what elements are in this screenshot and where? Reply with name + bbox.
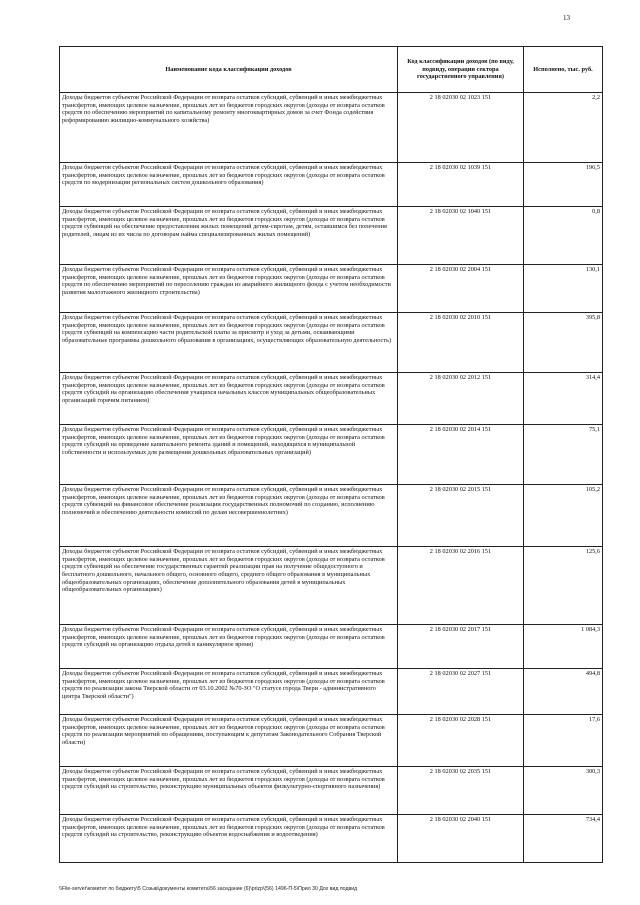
table-row (60, 207, 603, 265)
table-row (60, 373, 603, 425)
revenue-table (59, 46, 603, 863)
row-value: 75,1 (524, 425, 603, 485)
file-path-footer: \\File-server\комитет по бюджету\5 Созыв\документы комитета\56 заседание (6)\prizp\(56) 1496-П-5\Прил 30 Дох вид подвид (59, 886, 358, 892)
row-name: Доходы бюджетов субъектов Российской Федерации от возврата остатков субсидий, субвенций и иных межбюджетных трансфертов, имеющих целевое назначение, прошлых лет из бюджетов городских округов (доходы от возврата остатков средств субсидий на строительство, реконструкцию муниципальных объектов физкультурно-спортивного назначения) (60, 767, 398, 815)
page-number: 13 (563, 14, 570, 22)
row-name: Доходы бюджетов субъектов Российской Федерации от возврата остатков субсидий, субвенций и иных межбюджетных трансфертов, имеющих целевое назначение, прошлых лет из бюджетов городских округов (доходы от возврата остатков средств субвенций на финансовое обеспечение реализации государственных полномочий по созданию, исполнению полномочий и обеспечению деятельности комиссий по делам несовершеннолетних) (60, 485, 398, 547)
row-value: 2,2 (524, 93, 603, 163)
table-row (60, 485, 603, 547)
table-row (60, 163, 603, 207)
row-name: Доходы бюджетов субъектов Российской Федерации от возврата остатков субсидий, субвенций и иных межбюджетных трансфертов, имеющих целевое назначение, прошлых лет из бюджетов городских округов (доходы от возврата остатков средств по модернизации региональных систем дошкольного образования) (60, 163, 398, 207)
table-row (60, 93, 603, 163)
row-code: 2 18 02030 02 1039 151 (398, 163, 524, 207)
row-code: 2 18 02030 02 2012 151 (398, 373, 524, 425)
row-value: 395,8 (524, 313, 603, 373)
table-header-row (60, 47, 603, 93)
row-value: 314,4 (524, 373, 603, 425)
table-row (60, 265, 603, 313)
row-name: Доходы бюджетов субъектов Российской Федерации от возврата остатков субсидий, субвенций и иных межбюджетных трансфертов, имеющих целевое назначение, прошлых лет из бюджетов городских округов (доходы от возврата остатков средств субвенций на обеспечение государственных гарантий реализации прав на получение общедоступного и бесплатного дошкольного, начального общего, основного общего, среднего общего образования в муниципальных общеобразовательных организациях, обеспечение дополнительного образования детей в муниципальных общеобразовательных организациях) (60, 547, 398, 625)
row-name: Доходы бюджетов субъектов Российской Федерации от возврата остатков субсидий, субвенций и иных межбюджетных трансфертов, имеющих целевое назначение, прошлых лет из бюджетов городских округов (доходы от возврата остатков средств по реализации закона Тверской области от 03.10.2002 №70-ЗО "О статусе города Твери - административного центра Тверской области") (60, 669, 398, 715)
row-code: 2 18 02030 02 2040 151 (398, 815, 524, 863)
row-value: 125,6 (524, 547, 603, 625)
row-value: 494,8 (524, 669, 603, 715)
row-value: 1 084,3 (524, 625, 603, 669)
table-row (60, 425, 603, 485)
row-name: Доходы бюджетов субъектов Российской Федерации от возврата остатков субсидий, субвенций и иных межбюджетных трансфертов, имеющих целевое назначение, прошлых лет из бюджетов городских округов (доходы от возврата остатков средств по реализации мероприятий по обращениям, поступающим к депутатам Законодательного Собрания Тверской области) (60, 715, 398, 767)
row-code: 2 18 02030 02 2035 151 (398, 767, 524, 815)
row-name: Доходы бюджетов субъектов Российской Федерации от возврата остатков субсидий, субвенций и иных межбюджетных трансфертов, имеющих целевое назначение, прошлых лет из бюджетов городских округов (доходы от возврата остатков средств субвенций на компенсацию части родительской платы за присмотр и уход за детьми, осваивающими образовательные программы дошкольного образования в организациях, осуществляющих образовательную деятельность) (60, 313, 398, 373)
row-value: 130,1 (524, 265, 603, 313)
row-code: 2 18 02030 02 2016 151 (398, 547, 524, 625)
row-code: 2 18 02030 02 2027 151 (398, 669, 524, 715)
row-code: 2 18 02030 02 2028 151 (398, 715, 524, 767)
row-code: 2 18 02030 02 2004 151 (398, 265, 524, 313)
row-value: 0,8 (524, 207, 603, 265)
row-code: 2 18 02030 02 2017 151 (398, 625, 524, 669)
header-name: Наименование кода классификации доходов (60, 47, 398, 93)
row-value: 734,4 (524, 815, 603, 863)
row-value: 196,5 (524, 163, 603, 207)
row-name: Доходы бюджетов субъектов Российской Федерации от возврата остатков субсидий, субвенций и иных межбюджетных трансфертов, имеющих целевое назначение, прошлых лет из бюджетов городских округов (доходы от возврата остатков средств субвенций на обеспечение предоставления жилых помещений детям-сиротам, детям, оставшимся без попечения родителей, лицам из их числа по договорам найма специализированных жилых помещений) (60, 207, 398, 265)
row-code: 2 18 02030 02 2015 151 (398, 485, 524, 547)
table-row (60, 767, 603, 815)
row-value: 17,6 (524, 715, 603, 767)
row-name: Доходы бюджетов субъектов Российской Федерации от возврата остатков субсидий, субвенций и иных межбюджетных трансфертов, имеющих целевое назначение, прошлых лет из бюджетов городских округов (доходы от возврата остатков средств субсидий на организацию отдыха детей в каникулярное время) (60, 625, 398, 669)
row-value: 300,3 (524, 767, 603, 815)
header-code: Код классификации доходов (по виду, подвиду, операции сектора государственного управления) (398, 47, 524, 93)
row-name: Доходы бюджетов субъектов Российской Федерации от возврата остатков субсидий, субвенций и иных межбюджетных трансфертов, имеющих целевое назначение, прошлых лет из бюджетов городских округов (доходы от возврата остатков средств по обеспечению мероприятий по переселению граждан из аварийного жилищного фонда с учетом необходимости развития малоэтажного жилищного строительства) (60, 265, 398, 313)
table-row (60, 625, 603, 669)
row-name: Доходы бюджетов субъектов Российской Федерации от возврата остатков субсидий, субвенций и иных межбюджетных трансфертов, имеющих целевое назначение, прошлых лет из бюджетов городских округов (доходы от возврата остатков средств субсидий на проведение капитального ремонта зданий и помещений, находящихся в муниципальной собственности и используемых для размещения дошкольных образовательных организаций) (60, 425, 398, 485)
row-code: 2 18 02030 02 1040 151 (398, 207, 524, 265)
table-row (60, 715, 603, 767)
table-row (60, 669, 603, 715)
table-row (60, 815, 603, 863)
row-name: Доходы бюджетов субъектов Российской Федерации от возврата остатков субсидий, субвенций и иных межбюджетных трансфертов, имеющих целевое назначение, прошлых лет из бюджетов городских округов (доходы от возврата остатков средств субсидий на организацию обеспечения учащихся начальных классов муниципальных общеобразовательных организаций горячим питанием) (60, 373, 398, 425)
row-code: 2 18 02030 02 2010 151 (398, 313, 524, 373)
row-code: 2 18 02030 02 2014 151 (398, 425, 524, 485)
row-code: 2 18 02030 02 1023 151 (398, 93, 524, 163)
table-row (60, 547, 603, 625)
row-value: 105,2 (524, 485, 603, 547)
header-value: Исполнено, тыс. руб. (524, 47, 603, 93)
row-name: Доходы бюджетов субъектов Российской Федерации от возврата остатков субсидий, субвенций и иных межбюджетных трансфертов, имеющих целевое назначение, прошлых лет из бюджетов городских округов (доходы от возврата остатков средств по обеспечению мероприятий по капитальному ремонту многоквартирных домов за счет Фонда содействия реформированию жилищно-коммунального хозяйства) (60, 93, 398, 163)
row-name: Доходы бюджетов субъектов Российской Федерации от возврата остатков субсидий, субвенций и иных межбюджетных трансфертов, имеющих целевое назначение, прошлых лет из бюджетов городских округов (доходы от возврата остатков средств субсидий на строительство, реконструкцию объектов водоснабжения и водоотведения) (60, 815, 398, 863)
table-row (60, 313, 603, 373)
